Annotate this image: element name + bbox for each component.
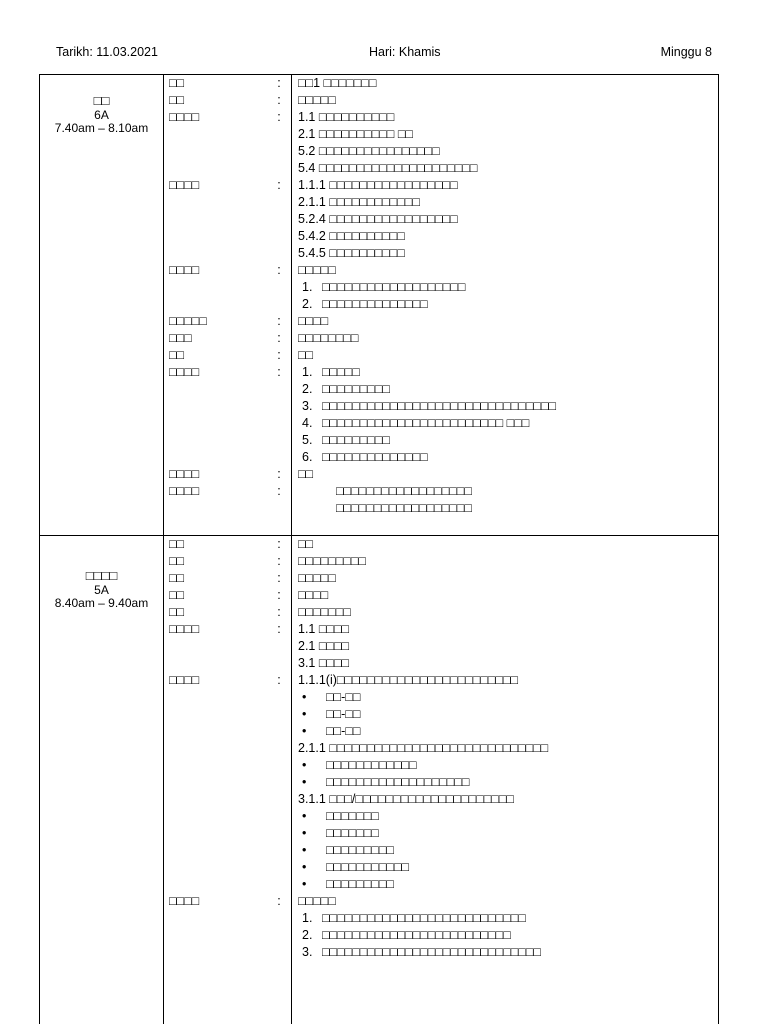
row-colon bbox=[274, 893, 284, 910]
content-text: □□□□□□□ bbox=[298, 605, 351, 619]
content-text: 1.1.1 □□□□□□□□□□□□□□□□□ bbox=[298, 178, 458, 192]
content-line bbox=[298, 536, 718, 553]
row-label bbox=[169, 553, 274, 570]
section-2-subject-cell bbox=[40, 568, 163, 610]
row-colon-spacer bbox=[274, 791, 284, 808]
row-colon-spacer bbox=[274, 927, 284, 944]
row-colon bbox=[274, 347, 284, 364]
bullet-item bbox=[298, 723, 718, 740]
date-label: Tarikh: 11.03.2021 bbox=[56, 45, 158, 59]
item-text: □□□□□□□□□ bbox=[322, 382, 390, 396]
week-label: Minggu 8 bbox=[660, 45, 712, 59]
content-line bbox=[298, 672, 718, 689]
row-colon-spacer bbox=[274, 432, 284, 449]
page-header bbox=[56, 43, 712, 61]
row-label bbox=[169, 466, 274, 483]
row-label-spacer bbox=[169, 740, 274, 757]
row-label-spacer bbox=[169, 245, 274, 262]
item-text: □□□□□□□□□□□□□□□□□□□ bbox=[326, 775, 470, 789]
item-text: □□□□□□□□□□□□ bbox=[326, 758, 417, 772]
content-line bbox=[298, 655, 718, 672]
item-text: □□-□□ bbox=[326, 690, 361, 704]
row-label-text: □□ bbox=[169, 93, 185, 107]
row-colon-spacer bbox=[274, 842, 284, 859]
row-label-text: □□□□ bbox=[169, 622, 200, 636]
class-name: 5A bbox=[94, 583, 109, 597]
row-colon-spacer bbox=[274, 245, 284, 262]
bullet-item bbox=[298, 774, 718, 791]
row-colon-spacer bbox=[274, 126, 284, 143]
row-colon bbox=[274, 483, 284, 500]
row-colon-spacer bbox=[274, 398, 284, 415]
row-label-spacer bbox=[169, 927, 274, 944]
content-line bbox=[298, 245, 718, 262]
row-label-text: □□□□ bbox=[169, 263, 200, 277]
item-text: □□□□□□□□□□□□□□□□□□□□□□□□□□□ bbox=[322, 911, 526, 925]
row-colon-spacer bbox=[274, 381, 284, 398]
row-colon bbox=[274, 262, 284, 279]
subject-name: □□ bbox=[93, 93, 110, 108]
content-text: 2.1.1 □□□□□□□□□□□□ bbox=[298, 195, 420, 209]
row-colon-spacer bbox=[274, 706, 284, 723]
section-2-labels bbox=[169, 536, 274, 961]
row-label-text: □□ bbox=[169, 588, 185, 602]
colon-text: : bbox=[277, 93, 281, 107]
row-label-spacer bbox=[169, 876, 274, 893]
content-text: 5.2 □□□□□□□□□□□□□□□□ bbox=[298, 144, 440, 158]
content-text: □□ bbox=[298, 537, 314, 551]
numbered-item bbox=[298, 910, 718, 927]
item-number: 2. bbox=[302, 928, 313, 942]
content-line bbox=[298, 791, 718, 808]
row-label bbox=[169, 536, 274, 553]
content-text: 1.1.1(i)□□□□□□□□□□□□□□□□□□□□□□□□ bbox=[298, 673, 519, 687]
lesson-time: 8.40am – 9.40am bbox=[54, 596, 149, 610]
section-2-content bbox=[298, 536, 718, 961]
row-label-spacer bbox=[169, 910, 274, 927]
row-colon bbox=[274, 553, 284, 570]
content-text: □□□□□ bbox=[298, 894, 336, 908]
row-label-spacer bbox=[169, 723, 274, 740]
row-label-spacer bbox=[169, 808, 274, 825]
colon-text: : bbox=[277, 365, 281, 379]
item-number: 3. bbox=[302, 945, 313, 959]
row-label-spacer bbox=[169, 706, 274, 723]
content-line bbox=[298, 177, 718, 194]
numbered-item bbox=[298, 398, 718, 415]
class-name: 6A bbox=[94, 108, 109, 122]
row-label-text: □□□□ bbox=[169, 365, 200, 379]
item-number: 1. bbox=[302, 365, 313, 379]
row-label bbox=[169, 75, 274, 92]
content-line bbox=[298, 160, 718, 177]
bullet-icon: • bbox=[302, 843, 307, 857]
row-label bbox=[169, 262, 274, 279]
numbered-item bbox=[298, 279, 718, 296]
column-divider-2 bbox=[291, 75, 292, 1024]
row-colon bbox=[274, 75, 284, 92]
row-colon-spacer bbox=[274, 143, 284, 160]
row-colon bbox=[274, 604, 284, 621]
colon-text: : bbox=[277, 622, 281, 636]
bullet-icon: • bbox=[302, 809, 307, 823]
content-line bbox=[298, 604, 718, 621]
row-label-spacer bbox=[169, 689, 274, 706]
bullet-item bbox=[298, 842, 718, 859]
row-colon bbox=[274, 92, 284, 109]
row-label bbox=[169, 313, 274, 330]
bullet-item bbox=[298, 876, 718, 893]
row-label bbox=[169, 621, 274, 638]
row-colon bbox=[274, 621, 284, 638]
colon-text: : bbox=[277, 588, 281, 602]
row-colon-spacer bbox=[274, 910, 284, 927]
row-colon bbox=[274, 466, 284, 483]
row-label bbox=[169, 587, 274, 604]
row-label-text: □□ bbox=[169, 76, 185, 90]
content-text: □□□□□ bbox=[298, 93, 336, 107]
row-label-spacer bbox=[169, 432, 274, 449]
indented-line bbox=[298, 483, 718, 500]
bullet-item bbox=[298, 757, 718, 774]
row-label-spacer bbox=[169, 944, 274, 961]
content-line bbox=[298, 92, 718, 109]
numbered-item bbox=[298, 381, 718, 398]
content-text: □□□□ bbox=[298, 314, 329, 328]
content-text: □□□□□ bbox=[298, 571, 336, 585]
indented-line bbox=[298, 500, 718, 517]
item-text: □□□□□ bbox=[322, 365, 360, 379]
row-label-text: □□□□ bbox=[169, 178, 200, 192]
numbered-item bbox=[298, 432, 718, 449]
row-colon-spacer bbox=[274, 859, 284, 876]
colon-text: : bbox=[277, 178, 281, 192]
item-number: 2. bbox=[302, 382, 313, 396]
section-2-colons bbox=[274, 536, 284, 961]
row-colon bbox=[274, 330, 284, 347]
numbered-item bbox=[298, 296, 718, 313]
item-text: □□□□□□□□□□□□□□□□□□□□□□□□□□□□□ bbox=[322, 945, 541, 959]
section-1-subject-cell bbox=[40, 93, 163, 135]
section-1-content bbox=[298, 75, 718, 517]
colon-text: : bbox=[277, 484, 281, 498]
row-colon bbox=[274, 313, 284, 330]
colon-text: : bbox=[277, 894, 281, 908]
colon-text: : bbox=[277, 571, 281, 585]
content-line bbox=[298, 75, 718, 92]
content-text: □□□□ bbox=[298, 588, 329, 602]
row-label-spacer bbox=[169, 228, 274, 245]
bullet-item bbox=[298, 706, 718, 723]
colon-text: : bbox=[277, 76, 281, 90]
row-label-spacer bbox=[169, 279, 274, 296]
row-colon-spacer bbox=[274, 211, 284, 228]
colon-text: : bbox=[277, 467, 281, 481]
numbered-item bbox=[298, 944, 718, 961]
section-1-colons bbox=[274, 75, 284, 517]
content-text: 2.1 □□□□□□□□□□ □□ bbox=[298, 127, 413, 141]
content-text: 3.1 □□□□ bbox=[298, 656, 350, 670]
bullet-item bbox=[298, 825, 718, 842]
row-label bbox=[169, 570, 274, 587]
row-label-spacer bbox=[169, 415, 274, 432]
row-colon-spacer bbox=[274, 689, 284, 706]
item-number: 5. bbox=[302, 433, 313, 447]
colon-text: : bbox=[277, 554, 281, 568]
row-label-spacer bbox=[169, 143, 274, 160]
content-line bbox=[298, 740, 718, 757]
row-colon bbox=[274, 587, 284, 604]
row-label-text: □□□□ bbox=[169, 467, 200, 481]
bullet-icon: • bbox=[302, 724, 307, 738]
content-line bbox=[298, 347, 718, 364]
row-colon-spacer bbox=[274, 774, 284, 791]
item-text: □□□□□□□□□□□□□□□□□□□□□□□□□□□□□□□ bbox=[322, 399, 557, 413]
item-number: 4. bbox=[302, 416, 313, 430]
numbered-item bbox=[298, 364, 718, 381]
row-colon-spacer bbox=[274, 638, 284, 655]
row-label-spacer bbox=[169, 296, 274, 313]
content-line bbox=[298, 893, 718, 910]
row-label-text: □□ bbox=[169, 537, 185, 551]
row-colon bbox=[274, 109, 284, 126]
content-text: □□ bbox=[298, 348, 314, 362]
item-number: 2. bbox=[302, 297, 313, 311]
bullet-item bbox=[298, 689, 718, 706]
row-label bbox=[169, 893, 274, 910]
bullet-icon: • bbox=[302, 877, 307, 891]
numbered-item bbox=[298, 449, 718, 466]
row-label-text: □□□ bbox=[169, 331, 192, 345]
colon-text: : bbox=[277, 314, 281, 328]
content-text: □□□□□□□□□□□□□□□□□□ bbox=[336, 501, 472, 515]
item-text: □□□□□□□□□ bbox=[326, 843, 394, 857]
content-line bbox=[298, 262, 718, 279]
row-label-spacer bbox=[169, 757, 274, 774]
content-line bbox=[298, 228, 718, 245]
row-colon-spacer bbox=[274, 757, 284, 774]
lesson-time: 7.40am – 8.10am bbox=[54, 121, 149, 135]
row-label-spacer bbox=[169, 194, 274, 211]
row-label-spacer bbox=[169, 825, 274, 842]
row-label-spacer bbox=[169, 774, 274, 791]
item-text: □□□□□□□□□□□□□□□□□□□□□□□□ □□□ bbox=[322, 416, 530, 430]
item-number: 3. bbox=[302, 399, 313, 413]
row-label bbox=[169, 364, 274, 381]
numbered-item bbox=[298, 415, 718, 432]
row-label-text: □□ bbox=[169, 554, 185, 568]
bullet-icon: • bbox=[302, 775, 307, 789]
content-text: □□□□□□□□□□□□□□□□□□ bbox=[336, 484, 472, 498]
lesson-plan-table bbox=[39, 74, 719, 1024]
row-colon-spacer bbox=[274, 415, 284, 432]
numbered-item bbox=[298, 927, 718, 944]
row-colon-spacer bbox=[274, 876, 284, 893]
row-label-spacer bbox=[169, 160, 274, 177]
colon-text: : bbox=[277, 673, 281, 687]
content-line bbox=[298, 194, 718, 211]
row-label-spacer bbox=[169, 638, 274, 655]
row-colon-spacer bbox=[274, 449, 284, 466]
bullet-icon: • bbox=[302, 690, 307, 704]
row-label-text: □□ bbox=[169, 348, 185, 362]
content-line bbox=[298, 126, 718, 143]
row-label-spacer bbox=[169, 791, 274, 808]
row-label-spacer bbox=[169, 655, 274, 672]
row-label bbox=[169, 109, 274, 126]
item-text: □□-□□ bbox=[326, 707, 361, 721]
colon-text: : bbox=[277, 331, 281, 345]
bullet-item bbox=[298, 859, 718, 876]
colon-text: : bbox=[277, 605, 281, 619]
row-colon bbox=[274, 536, 284, 553]
content-line bbox=[298, 621, 718, 638]
row-label bbox=[169, 330, 274, 347]
content-line bbox=[298, 330, 718, 347]
row-colon-spacer bbox=[274, 279, 284, 296]
row-label bbox=[169, 672, 274, 689]
row-colon bbox=[274, 570, 284, 587]
item-number: 1. bbox=[302, 911, 313, 925]
row-label-text: □□□□ bbox=[169, 894, 200, 908]
row-colon-spacer bbox=[274, 228, 284, 245]
row-label-spacer bbox=[169, 859, 274, 876]
item-text: □□□□□□□□□ bbox=[322, 433, 390, 447]
column-divider-1 bbox=[163, 75, 164, 1024]
item-text: □□-□□ bbox=[326, 724, 361, 738]
row-colon-spacer bbox=[274, 194, 284, 211]
item-number: 6. bbox=[302, 450, 313, 464]
content-line bbox=[298, 109, 718, 126]
row-label-text: □□□□ bbox=[169, 484, 200, 498]
content-text: 2.1 □□□□ bbox=[298, 639, 350, 653]
row-colon bbox=[274, 672, 284, 689]
row-colon-spacer bbox=[274, 500, 284, 517]
colon-text: : bbox=[277, 348, 281, 362]
row-colon-spacer bbox=[274, 723, 284, 740]
day-label: Hari: Khamis bbox=[369, 45, 441, 59]
row-colon-spacer bbox=[274, 808, 284, 825]
content-text: □□□□□□□□ bbox=[298, 331, 359, 345]
content-text: 1.1 □□□□ bbox=[298, 622, 350, 636]
item-text: □□□□□□□□□□□□□□ bbox=[322, 450, 428, 464]
content-text: □□1 □□□□□□□ bbox=[298, 76, 377, 90]
row-label-spacer bbox=[169, 842, 274, 859]
row-colon-spacer bbox=[274, 160, 284, 177]
row-label-text: □□ bbox=[169, 605, 185, 619]
colon-text: : bbox=[277, 110, 281, 124]
content-text: □□□□□□□□□ bbox=[298, 554, 366, 568]
colon-text: : bbox=[277, 537, 281, 551]
row-label-text: □□ bbox=[169, 571, 185, 585]
row-colon-spacer bbox=[274, 655, 284, 672]
content-text: □□□□□ bbox=[298, 263, 336, 277]
item-text: □□□□□□□□□□□□□□□□□□□ bbox=[322, 280, 466, 294]
item-text: □□□□□□□ bbox=[326, 826, 379, 840]
item-text: □□□□□□□ bbox=[326, 809, 379, 823]
content-text: 1.1 □□□□□□□□□□ bbox=[298, 110, 395, 124]
row-label-spacer bbox=[169, 449, 274, 466]
row-colon bbox=[274, 364, 284, 381]
subject-name: □□□□ bbox=[85, 568, 118, 583]
content-line bbox=[298, 553, 718, 570]
content-line bbox=[298, 638, 718, 655]
row-label bbox=[169, 177, 274, 194]
row-label bbox=[169, 483, 274, 500]
item-text: □□□□□□□□□□□ bbox=[326, 860, 410, 874]
content-line bbox=[298, 570, 718, 587]
content-text: 3.1.1 □□□/□□□□□□□□□□□□□□□□□□□□□ bbox=[298, 792, 514, 806]
row-colon-spacer bbox=[274, 825, 284, 842]
content-line bbox=[298, 466, 718, 483]
bullet-icon: • bbox=[302, 758, 307, 772]
content-text: 5.4.2 □□□□□□□□□□ bbox=[298, 229, 405, 243]
content-text: 5.4 □□□□□□□□□□□□□□□□□□□□□ bbox=[298, 161, 478, 175]
row-colon-spacer bbox=[274, 296, 284, 313]
content-text: 5.2.4 □□□□□□□□□□□□□□□□□ bbox=[298, 212, 458, 226]
row-label-spacer bbox=[169, 211, 274, 228]
content-line bbox=[298, 143, 718, 160]
content-line bbox=[298, 211, 718, 228]
row-label-spacer bbox=[169, 381, 274, 398]
section-1-labels bbox=[169, 75, 274, 517]
row-label-text: □□□□ bbox=[169, 673, 200, 687]
content-text: 2.1.1 □□□□□□□□□□□□□□□□□□□□□□□□□□□□□ bbox=[298, 741, 549, 755]
item-text: □□□□□□□□□□□□□□□□□□□□□□□□□ bbox=[322, 928, 511, 942]
item-text: □□□□□□□□□ bbox=[326, 877, 394, 891]
content-text: 5.4.5 □□□□□□□□□□ bbox=[298, 246, 405, 260]
row-colon bbox=[274, 177, 284, 194]
row-label-text: □□□□ bbox=[169, 110, 200, 124]
row-label bbox=[169, 347, 274, 364]
content-text: □□ bbox=[298, 467, 314, 481]
bullet-icon: • bbox=[302, 826, 307, 840]
row-label-spacer bbox=[169, 126, 274, 143]
colon-text: : bbox=[277, 263, 281, 277]
bullet-icon: • bbox=[302, 707, 307, 721]
item-text: □□□□□□□□□□□□□□ bbox=[322, 297, 428, 311]
row-label-spacer bbox=[169, 500, 274, 517]
row-label-text: □□□□□ bbox=[169, 314, 207, 328]
row-label-spacer bbox=[169, 398, 274, 415]
bullet-item bbox=[298, 808, 718, 825]
row-label bbox=[169, 92, 274, 109]
row-label bbox=[169, 604, 274, 621]
content-line bbox=[298, 587, 718, 604]
bullet-icon: • bbox=[302, 860, 307, 874]
row-colon-spacer bbox=[274, 740, 284, 757]
content-line bbox=[298, 313, 718, 330]
item-number: 1. bbox=[302, 280, 313, 294]
row-colon-spacer bbox=[274, 944, 284, 961]
